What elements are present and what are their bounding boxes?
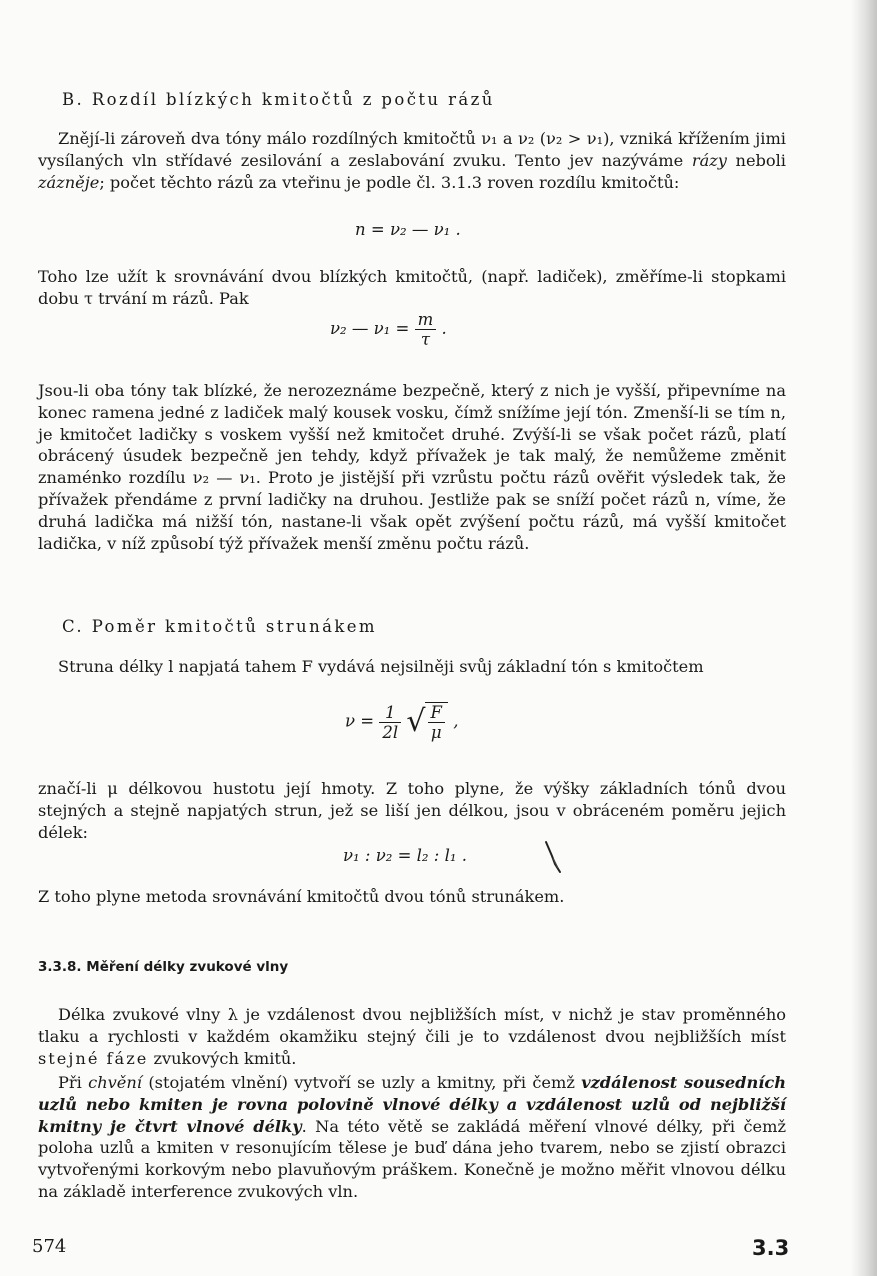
section-b-paragraph-3: Jsou-li oba tóny tak blízké, že nerozeznáme bezpečně, který z nich je vyšší, připevníme na konec ramena jedné z ladiček malý kousek vosku, čímž snížíme její tón. Zmenší-li se tím n, je kmitočet ladičky s voskem vyšší než kmitočet druhé. Zvýší-li se však počet rázů, platí obrácený úsudek bezpečně jen tehdy, když přívažek je tak malý, že nemůžeme změnit znaménko rozdílu ν₂ — ν₁. Proto je jistější při vzrůstu počtu rázů ověřit výsledek tak, že přívažek přendáme z první ladičky na druhou. Jestliže pak se sníží počet rázů n, víme, že druhá ladička má nižší tón, nastane-li však opět zvýšení počtu rázů, má vyšší kmitočet ladička, v níž způsobí týž přívažek menší změnu počtu rázů. [38, 381, 786, 553]
eq-end: , [453, 711, 459, 731]
section-b-paragraph-2: Toho lze užít k srovnávání dvou blízkých kmitočtů, (např. ladiček), změříme-li stopkami dobu τ trvání m rázů. Pak [38, 267, 786, 308]
radical-sign-icon: √ [406, 704, 426, 739]
page-edge-shadow [851, 0, 877, 1276]
subsection-title: 3.3.8. Měření délky zvukové vlny [38, 959, 289, 975]
fraction-denominator: 2l [379, 722, 401, 742]
eq-left: ν₂ — ν₁ = [330, 319, 410, 338]
fraction-numerator: 1 [385, 702, 396, 722]
eq-left: ν = [345, 711, 375, 731]
spaced-emphasis: stejné fáze [38, 1048, 149, 1068]
equation-string-ratio: ν₁ : ν₂ = l₂ : l₁ . [343, 846, 467, 865]
equation-string-frequency [345, 702, 458, 742]
section-338-paragraph-1 [38, 1004, 786, 1069]
section-c-paragraph-3: Z toho plyne metoda srovnávání kmitočtů dvou tónů strunákem. [38, 887, 565, 906]
text-run: (stojatém vlnění) vytvoří se uzly a kmitny, při čemž [141, 1073, 582, 1092]
section-c-paragraph-1: Struna délky l napjatá tahem F vydává nejsilněji svůj základní tón s kmitočtem [58, 657, 704, 676]
section-b-heading: B. Rozdíl blízkých kmitočtů z počtu rázů [62, 90, 495, 109]
fraction-numerator: F [430, 703, 442, 722]
section-b-paragraph-1 [38, 128, 786, 193]
section-c-paragraph-2: značí-li μ délkovou hustotu její hmoty. Z toho plyne, že výšky základních tónů dvou stejných a stejně napjatých strun, jež se liší jen délkou, jsou v obráceném poměru jejich délek: [38, 779, 786, 842]
term-zazneje: zázněje [38, 172, 100, 192]
text-run: ; počet těchto rázů za vteřinu je podle čl. 3.1.3 roven rozdílu kmitočtů: [99, 172, 680, 192]
page-number: 574 [32, 1236, 67, 1257]
pen-mark-icon [540, 838, 570, 878]
term-razy: rázy [691, 150, 727, 170]
radicand [425, 702, 448, 742]
eq-end: . [441, 319, 447, 338]
section-338-paragraph-2 [38, 1072, 786, 1203]
section-marker: 3.3 [752, 1236, 790, 1260]
equation-beat-count: n = ν₂ — ν₁ . [355, 220, 461, 239]
bold-italic-statement: vzdálenost sousedních uzlů nebo kmiten je rovna polovině vlnové délky a vzdálenost uzlů od nejbližší kmitny je čtvrt vlnové délky [38, 1073, 786, 1136]
fraction [379, 703, 401, 742]
fraction [428, 703, 445, 742]
section-c-heading: C. Poměr kmitočtů strunákem [62, 617, 377, 636]
text-run: Délka zvukové vlny λ je vzdálenost dvou nejbližších míst, v nichž je stav proměnného tlaku a rychlosti v každém okamžiku stejný čili je to vzdálenost dvou nejbližších míst [38, 1005, 786, 1046]
text-run: . Na této větě se zakládá měření vlnové délky, při čemž poloha uzlů a kmiten v resonujícím tělese je buď dána jeho tvarem, nebo se zjistí obrazci vytvořenými korkovým nebo plavuňovým práškem. Konečně je možno měřit vlnovou délku na základě interference zvukových vln. [38, 1116, 786, 1201]
term-chveni: chvění [88, 1073, 142, 1092]
text-run: zvukových kmitů. [148, 1048, 297, 1068]
fraction-numerator: m [417, 310, 434, 329]
fraction-denominator: μ [428, 722, 445, 742]
equation-frequency-difference [330, 310, 447, 349]
text-run: Při [58, 1073, 89, 1092]
fraction [415, 310, 437, 349]
text-run: neboli [726, 150, 786, 170]
square-root [406, 702, 448, 742]
text-run: Znějí-li zároveň dva tóny málo rozdílných kmitočtů ν₁ a ν₂ (ν₂ > ν₁), vzniká křížením jimi vysílaných vln střídavé zesilování a zeslabování zvuku. Tento jev nazýváme [38, 129, 786, 170]
fraction-denominator: τ [415, 329, 437, 349]
